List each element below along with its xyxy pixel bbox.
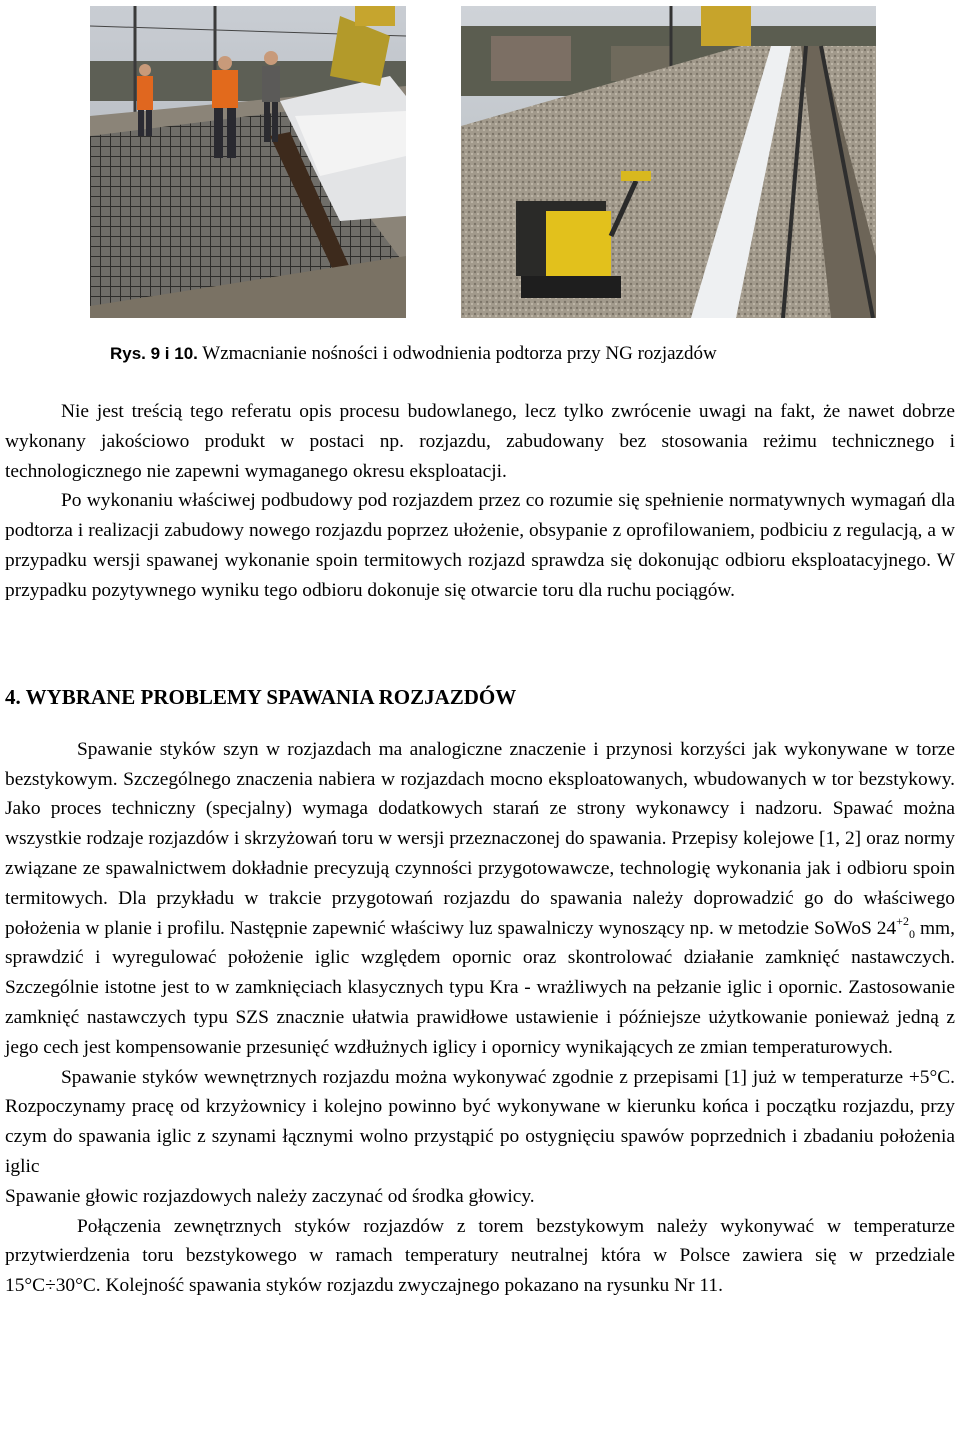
paragraph-1-text-a: Spawanie styków szyn w rozjazdach ma analogiczne znaczenie i przynosi korzyści jak wykonywane w torze bezstykowym. Szczególnego znaczenia nabiera w rozjazdach mocno eksploatowanych, wbudowanych w tor bezstykowy. Jako proces techniczny (specjalny) wymaga dodatkowych starań ze strony wykonawcy i nadzoru. Spawać można wszystkie rodzaje rozjazdów i skrzyżowań toru w wersji przeznaczonej do spawania. Przepisy kolejowe [1, 2] oraz normy związane ze spawalnictwem dokładnie precyzują czynności przygotowawcze, technologię wykonania jak i odbioru spoin termitowych. Dla przykładu w trakcie przygotowań rozjazdu do spawania należy doprowadzić go do właściwego położenia w planie i profilu. Następnie zapewnić właściwy luz spawalniczy wynoszący np. w metodzie SoWoS 24 [5,738,955,939]
intro-section [5,397,955,606]
section-heading: 4. WYBRANE PROBLEMY SPAWANIA ROZJAZDÓW [5,685,517,709]
figure-caption [110,340,717,368]
construction-photo-track-compactor [461,6,876,318]
intro-paragraph-1: Nie jest treścią tego referatu opis procesu budowlanego, lecz tylko zwrócenie uwagi na fakt, że nawet dobrze wykonany jakościowo produkt w postaci np. rozjazdu, zabudowany bez stosowania reżimu technicznego i technologicznego nie zapewni wymaganego okresu eksploatacji. [5,401,955,482]
construction-photo-geogrid [90,6,406,318]
caption-text: Wzmacnianie nośności i odwodnienia podtorza przy NG rozjazdów [197,343,717,364]
track-photo-illustration [461,6,876,318]
tolerance-subscript: 0 [908,926,915,941]
paragraph-1-text-b: mm, sprawdzić i wyregulować położenie iglic względem opornic oraz skontrolować działanie zamknięć nastawczych. Szczególnie istotne jest to w zamknięciach klasycznych typu Kra - wrażliwych na pełzanie iglic i opornic. Zastosowanie zamknięć nastawczych typu SZS znacznie ułatwia prawidłowe ustawienie i późniejsze użytkowanie ponieważ jedną z jego cech jest kompensowanie przesunięć wzdłużnych iglicy i opornicy wynikających ze zmian temperaturowych. [5,917,955,1058]
section-paragraph-2: Spawanie styków wewnętrznych rozjazdu można wykonywać zgodnie z przepisami [1] już w temperaturze +5°C. Rozpoczynamy pracę od krzyżownicy i kolejno powinno być wykonywane w kierunku końca i początku rozjazdu, przy czym do spawania iglic z szynami łącznymi wolno przystąpić po ostygnięciu spawów poprzednich i zbadaniu położenia iglic [5,1066,955,1177]
section-paragraph-1 [5,735,955,1063]
section-paragraph-4: Połączenia zewnętrznych styków rozjazdów z torem bezstykowym należy wykonywać w temperaturze przytwierdzenia toru bezstykowego w ramach temperatury neutralnej która w Polsce zawiera się w przedziale 15°C÷30°C. Kolejność spawania styków rozjazdu zwyczajnego pokazano na rysunku Nr 11. [5,1215,955,1297]
figure-photos [0,6,960,318]
intro-paragraph-2: Po wykonaniu właściwej podbudowy pod rozjazdem przez co rozumie się spełnienie normatywnych wymagań dla podtorza i realizacji zabudowy nowego rozjazdu poprzez ułożenie, obsypanie z oprofilowaniem, podbiciu z regulacją, a w przypadku wersji spawanej wykonanie spoin termitowych rozjazd sprawdza się dokonując odbioru eksploatacyjnego. W przypadku pozytywnego wyniku tego odbioru dokonuje się otwarcie toru dla ruchu pociągów. [5,490,955,601]
caption-label: Rys. 9 i 10. [110,344,198,363]
section-paragraph-3: Spawanie głowic rozjazdowych należy zaczynać od środka głowicy. [5,1185,535,1207]
geogrid-photo-illustration [90,6,406,318]
section-4 [5,683,955,1301]
tolerance-superscript: +2 [896,913,909,928]
